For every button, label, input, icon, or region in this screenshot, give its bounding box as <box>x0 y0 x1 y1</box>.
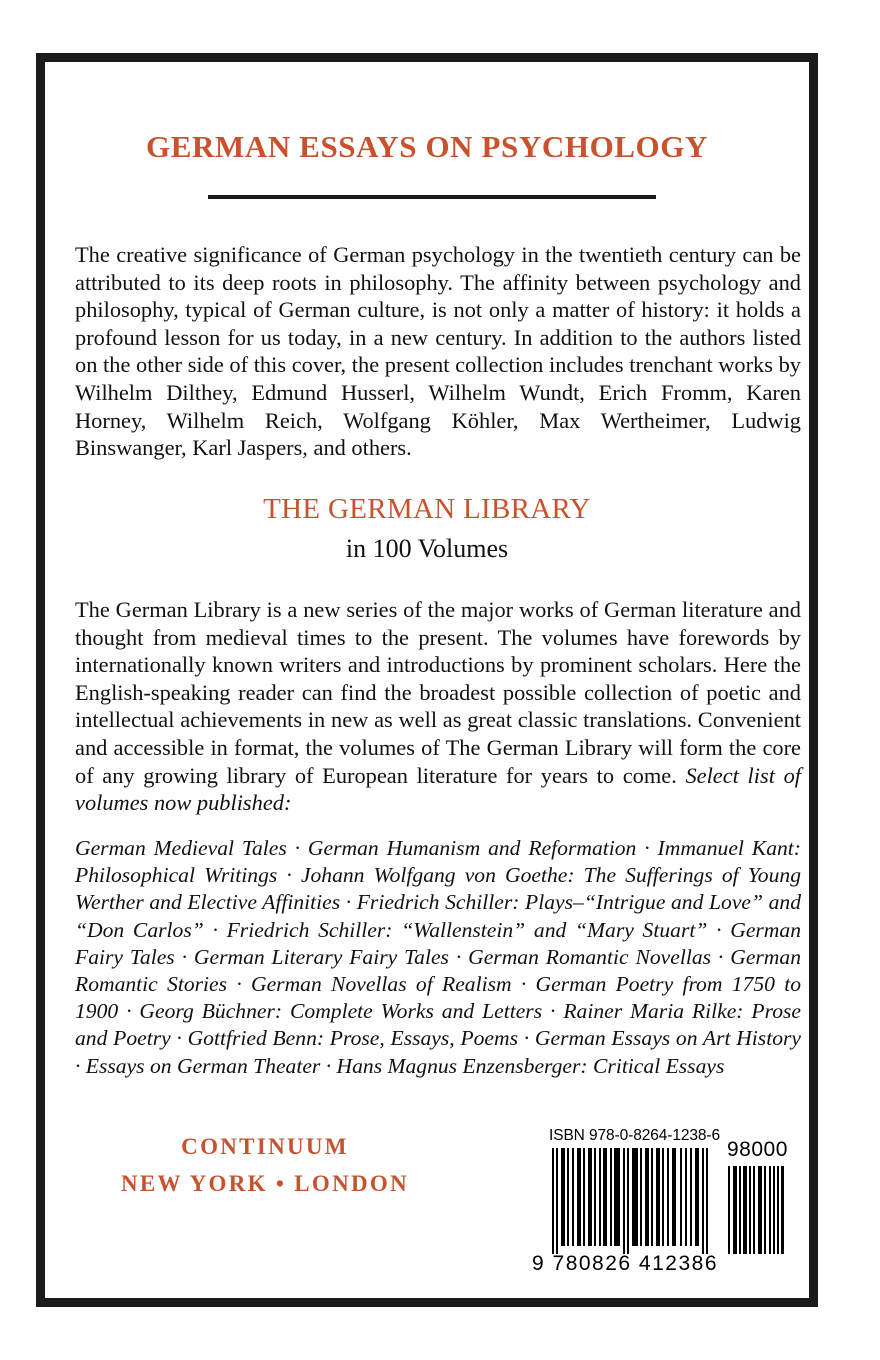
series-heading: THE GERMAN LIBRARY <box>263 493 591 525</box>
title-divider-rule <box>208 195 656 199</box>
cover-border-frame <box>36 53 818 1307</box>
volumes-list: German Medieval Tales · German Humanism and Reformation · Immanuel Kant: Philosophical Writings · Johann Wolfgang von Goethe: The Sufferings of Young Werther and Elective Affinities · Friedrich Schiller: Plays–“Intrigue and Love” and “Don Carlos” · Friedrich Schiller: “Wallenstein” and “Mary Stuart” · German Fairy Tales · German Literary Fairy Tales · German Romantic Novellas · German Romantic Stories · German Novellas of Realism · German Poetry from 1750 to 1900 · Georg Büchner: Complete Works and Letters · Rainer Maria Rilke: Prose and Poetry · Gottfried Benn: Prose, Essays, Poems · German Essays on Art History · Essays on German Theater · Hans Magnus Enzensberger: Critical Essays <box>75 836 801 1078</box>
ean5-supplement-barcode-icon <box>727 1166 785 1254</box>
isbn-label: ISBN 978-0-8264-1238-6 <box>549 1127 720 1144</box>
series-description-text: The German Library is a new series of the major works of German literature and thought from medieval times to the present. The volumes have forewords by internationally known writers and introductions by prominent scholars. Here the English-speaking reader can find the broadest possible collection of poetic and intellectual achievements in new as well as great classic translations. Convenient and accessible in format, the volumes of The German Library will form the core of any growing library of European literature for years to come. <box>75 597 801 788</box>
ean13-barcode-icon <box>550 1148 710 1254</box>
barcode-block <box>524 1124 788 1287</box>
page-title: GERMAN ESSAYS ON PSYCHOLOGY <box>146 129 708 164</box>
publisher-name: CONTINUUM <box>181 1134 349 1159</box>
price-supplement-digits: 98000 <box>727 1138 788 1161</box>
select-list-lead-in: Select list of volumes now published: <box>75 762 801 816</box>
ean13-digits: 9 780826 412386 <box>532 1252 718 1275</box>
publisher-cities: NEW YORK • LONDON <box>120 1171 410 1196</box>
blurb-paragraph-2 <box>75 596 801 817</box>
blurb-paragraph-1: The creative significance of German psychology in the twentieth century can be attributed to its deep roots in philosophy. The affinity between psychology and philosophy, typical of German culture, is not only a matter of history: it holds a profound lesson for us today, in a new century. In addition to the authors listed on the other side of this cover, the present collection includes trenchant works by Wilhelm Dilthey, Edmund Husserl, Wilhelm Wundt, Erich Fromm, Karen Horney, Wilhelm Reich, Wolfgang Köhler, Max Wertheimer, Ludwig Binswanger, Karl Jaspers, and others. <box>75 242 801 461</box>
series-subheading: in 100 Volumes <box>345 534 509 563</box>
cover-content-area <box>45 62 809 1298</box>
